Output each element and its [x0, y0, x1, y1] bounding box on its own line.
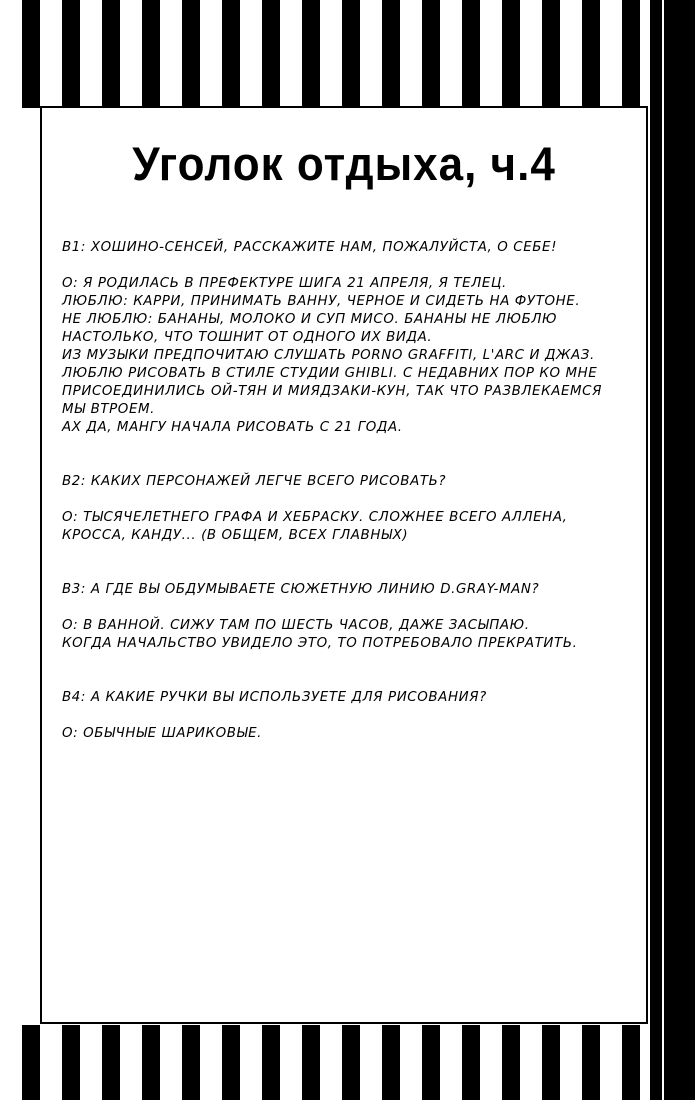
answer-1-line: ЛЮБЛЮ: КАРРИ, ПРИНИМАТЬ ВАННУ, ЧЕРНОЕ И СИДЕТЬ НА ФУТОНЕ. — [62, 294, 581, 309]
striped-border-right — [650, 0, 695, 1100]
question-2: В2: КАКИХ ПЕРСОНАЖЕЙ ЛЕГЧЕ ВСЕГО РИСОВАТЬ? — [62, 474, 447, 489]
question-4: В4: А КАКИЕ РУЧКИ ВЫ ИСПОЛЬЗУЕТЕ ДЛЯ РИСОВАНИЯ? — [62, 690, 487, 705]
answer-2-line: О: ТЫСЯЧЕЛЕТНЕГО ГРАФА И ХЕБРАСКУ. СЛОЖНЕЕ ВСЕГО АЛЛЕНА, — [62, 510, 568, 525]
question-1: В1: ХОШИНО-СЕНСЕЙ, РАССКАЖИТЕ НАМ, ПОЖАЛУЙСТА, О СЕБЕ! — [62, 240, 558, 255]
answer-2-line: КРОССА, КАНДУ... (В ОБЩЕМ, ВСЕХ ГЛАВНЫХ) — [62, 528, 409, 543]
answer-1-line: НАСТОЛЬКО, ЧТО ТОШНИТ ОТ ОДНОГО ИХ ВИДА. — [62, 330, 433, 345]
answer-3-line: О: В ВАННОЙ. СИЖУ ТАМ ПО ШЕСТЬ ЧАСОВ, ДАЖЕ ЗАСЫПАЮ. — [62, 618, 530, 633]
striped-border-bottom — [0, 1025, 695, 1100]
text-panel — [40, 106, 648, 1024]
answer-1-line: НЕ ЛЮБЛЮ: БАНАНЫ, МОЛОКО И СУП МИСО. БАНАНЫ НЕ ЛЮБЛЮ — [62, 312, 558, 327]
answer-1-line: О: Я РОДИЛАСЬ В ПРЕФЕКТУРЕ ШИГА 21 АПРЕЛЯ, Я ТЕЛЕЦ. — [62, 276, 507, 291]
answer-3-line: КОГДА НАЧАЛЬСТВО УВИДЕЛО ЭТО, ТО ПОТРЕБОВАЛО ПРЕКРАТИТЬ. — [62, 636, 578, 651]
page-title: Уголок отдыха, ч.4 — [132, 138, 556, 191]
striped-border-top — [0, 0, 695, 108]
answer-1-line: МЫ ВТРОЕМ. — [62, 402, 156, 417]
answer-1-line: ЛЮБЛЮ РИСОВАТЬ В СТИЛЕ СТУДИИ GHIBLI. С НЕДАВНИХ ПОР КО МНЕ — [62, 366, 598, 381]
answer-1-line: АХ ДА, МАНГУ НАЧАЛА РИСОВАТЬ С 21 ГОДА. — [62, 420, 403, 435]
question-3: В3: А ГДЕ ВЫ ОБДУМЫВАЕТЕ СЮЖЕТНУЮ ЛИНИЮ D.GRAY-MAN? — [62, 582, 540, 597]
answer-1-line: ПРИСОЕДИНИЛИСЬ ОЙ-ТЯН И МИЯДЗАКИ-КУН, ТАК ЧТО РАЗВЛЕКАЕМСЯ — [62, 384, 603, 399]
answer-1-line: ИЗ МУЗЫКИ ПРЕДПОЧИТАЮ СЛУШАТЬ PORNO GRAFFITI, L'ARC И ДЖАЗ. — [62, 348, 595, 363]
answer-4-line: О: ОБЫЧНЫЕ ШАРИКОВЫЕ. — [62, 726, 262, 741]
qa-content — [62, 239, 640, 743]
